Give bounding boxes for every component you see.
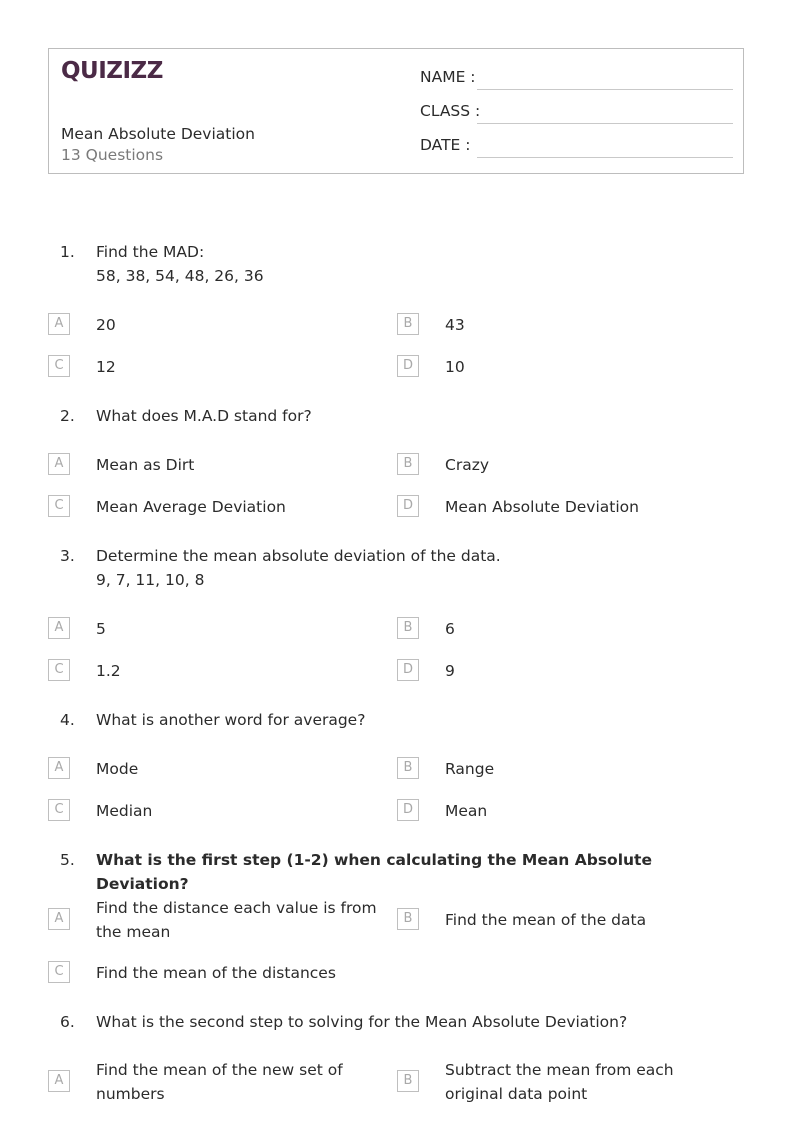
option-a-box[interactable]: A xyxy=(48,453,70,475)
option-d-text: 9 xyxy=(445,662,455,680)
option-a-text: 20 xyxy=(96,316,116,334)
worksheet-title: Mean Absolute Deviation xyxy=(61,125,255,143)
question-number: 1. xyxy=(60,243,75,261)
option-d-box[interactable]: D xyxy=(397,799,419,821)
option-a-text: Find the distance each value is from the mean xyxy=(96,899,377,941)
option-a-box[interactable]: A xyxy=(48,1070,70,1092)
option-a-box[interactable]: A xyxy=(48,757,70,779)
option-b-box[interactable]: B xyxy=(397,908,419,930)
question-text: Find the MAD: xyxy=(96,243,205,261)
question-count: 13 Questions xyxy=(61,146,164,164)
option-c-text: Median xyxy=(96,802,153,820)
option-a-box[interactable]: A xyxy=(48,908,70,930)
option-b-text: Crazy xyxy=(445,456,490,474)
option-b-text: 43 xyxy=(445,316,465,334)
question-data: 58, 38, 54, 48, 26, 36 xyxy=(96,267,264,285)
option-c-text: 1.2 xyxy=(96,662,121,680)
option-a-box[interactable]: A xyxy=(48,617,70,639)
option-c-text: Find the mean of the distances xyxy=(96,964,336,982)
question-number: 3. xyxy=(60,547,75,565)
option-b-text: Range xyxy=(445,760,495,778)
option-c-box[interactable]: C xyxy=(48,495,70,517)
class-label: CLASS : xyxy=(420,102,481,120)
question-text: What is the first step (1-2) when calculating the Mean Absolute Deviation? xyxy=(96,851,652,893)
option-b-box[interactable]: B xyxy=(397,453,419,475)
option-a-text: Mean as Dirt xyxy=(96,456,195,474)
date-line xyxy=(477,157,733,158)
option-d-box[interactable]: D xyxy=(397,355,419,377)
question-data: 9, 7, 11, 10, 8 xyxy=(96,571,205,589)
question-number: 4. xyxy=(60,711,75,729)
option-d-text: Mean Absolute Deviation xyxy=(445,498,639,516)
option-a-box[interactable]: A xyxy=(48,313,70,335)
option-d-text: Mean xyxy=(445,802,488,820)
option-c-text: 12 xyxy=(96,358,116,376)
option-b-box[interactable]: B xyxy=(397,313,419,335)
option-d-text: 10 xyxy=(445,358,465,376)
option-c-box[interactable]: C xyxy=(48,659,70,681)
question-text: What is the second step to solving for the Mean Absolute Deviation? xyxy=(96,1013,628,1031)
option-c-box[interactable]: C xyxy=(48,355,70,377)
option-b-box[interactable]: B xyxy=(397,1070,419,1092)
option-b-text: 6 xyxy=(445,620,455,638)
option-d-box[interactable]: D xyxy=(397,659,419,681)
option-b-box[interactable]: B xyxy=(397,617,419,639)
name-line xyxy=(477,89,733,90)
date-label: DATE : xyxy=(420,136,471,154)
option-b-text: Find the mean of the data xyxy=(445,911,647,929)
question-text: What is another word for average? xyxy=(96,711,366,729)
option-d-box[interactable]: D xyxy=(397,495,419,517)
question-number: 6. xyxy=(60,1013,75,1031)
question-number: 2. xyxy=(60,407,75,425)
option-a-text: Mode xyxy=(96,760,139,778)
worksheet-header xyxy=(48,48,744,174)
name-label: NAME : xyxy=(420,68,476,86)
class-line xyxy=(477,123,733,124)
quizizz-logo: QUIZIZZ xyxy=(61,58,163,84)
option-c-box[interactable]: C xyxy=(48,799,70,821)
question-text: Determine the mean absolute deviation of the data. xyxy=(96,547,501,565)
option-a-text: Find the mean of the new set of numbers xyxy=(96,1061,343,1103)
question-number: 5. xyxy=(60,851,75,869)
option-b-box[interactable]: B xyxy=(397,757,419,779)
option-b-text: Subtract the mean from each original data point xyxy=(445,1061,674,1103)
question-text: What does M.A.D stand for? xyxy=(96,407,312,425)
option-c-box[interactable]: C xyxy=(48,961,70,983)
option-c-text: Mean Average Deviation xyxy=(96,498,286,516)
option-a-text: 5 xyxy=(96,620,106,638)
